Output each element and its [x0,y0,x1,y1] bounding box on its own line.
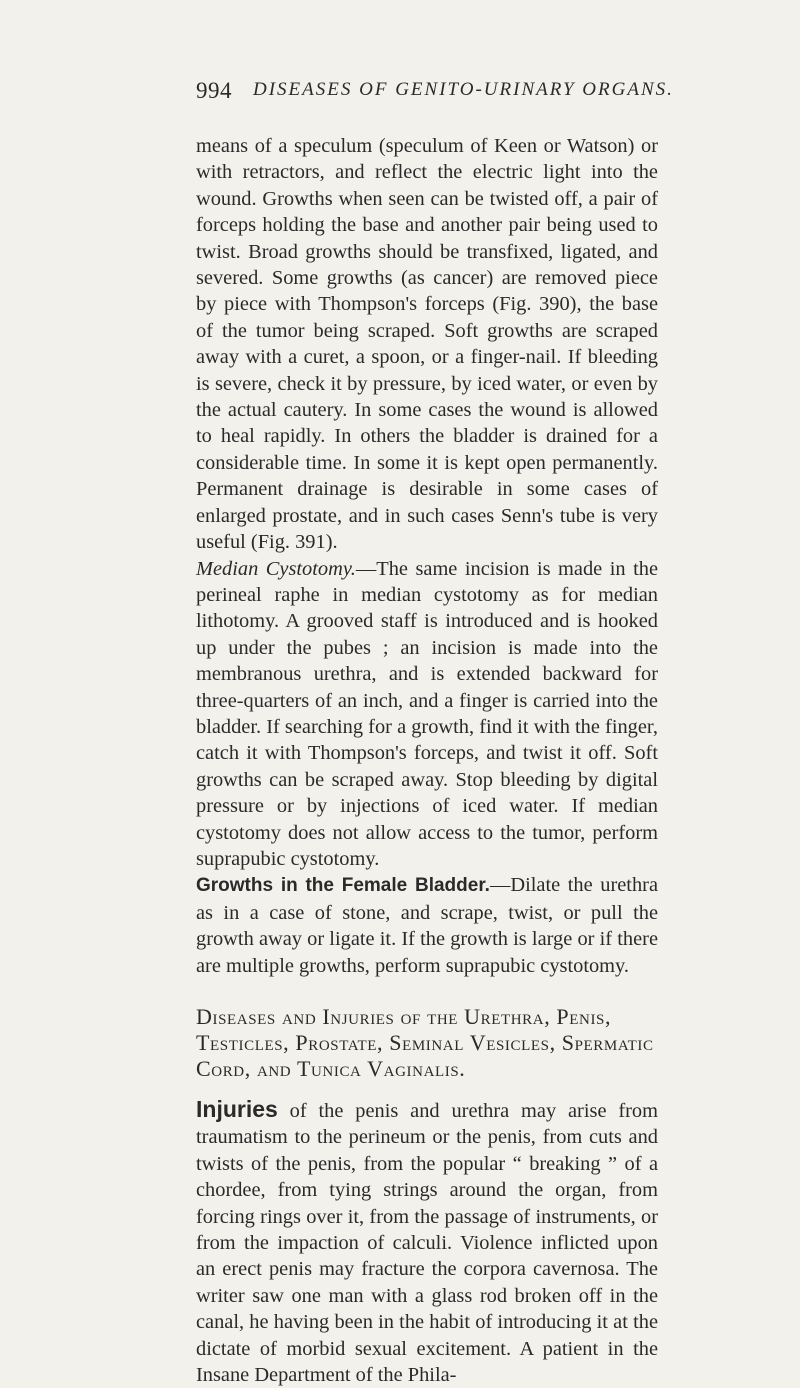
running-head: DISEASES OF GENITO-URINARY ORGANS. [253,79,674,100]
paragraph-female-bladder [196,872,658,979]
page-header [196,78,674,114]
injuries-text: of the penis and urethra may arise from traumatism to the perineum or the penis, from cuts and twists of the penis, from the popular “ breaking ” of a chordee, from tying strings around the organ, from forcing rings over it, from the passage of instruments, or from the impaction of calculi. Violence inflicted upon an erect penis may fracture the corpora cavernosa. The writer saw one man with a glass rod broken off in the canal, he having been in the habit of introducing it at the dictate of morbid sexual excitement. A patient in the Insane Department of the Phila- [196,1100,658,1387]
paragraph-median-cystotomy [196,556,658,873]
female-bladder-heading: Growths in the Female Bladder. [196,875,490,897]
median-cystotomy-heading: Median Cystotomy. [196,557,356,580]
female-bladder-text: —Dilate the urethra as in a case of stone, and scrape, twist, or pull the growth away or ligate it. If the growth is large or if there are multiple growths, perform suprapubic cystotomy. [196,874,658,977]
page-number: 994 [196,78,232,103]
section-heading: Diseases and Injuries of the Urethra, Penis, Testicles, Prostate, Seminal Vesicles, Spermatic Cord, and Tunica Vaginalis. [196,1004,654,1081]
injuries-lead-word: Injuries [196,1096,278,1122]
paragraph-injuries [196,1096,658,1388]
paragraph-continuation: means of a speculum (speculum of Keen or Watson) or with retractors, and reflect the electric light into the wound. Growths when seen can be twisted off, a pair of forceps holding the base and another pair being used to twist. Broad growths should be transfixed, ligated, and severed. Some growths (as cancer) are removed piece by piece with Thompson's forceps (Fig. 390), the base of the tumor being scraped. Soft growths are scraped away with a curet, a spoon, or a finger-nail. If bleeding is severe, check it by pressure, by iced water, or even by the actual cautery. In some cases the wound is allowed to heal rapidly. In others the bladder is drained for a considerable time. In some it is kept open permanently. Permanent drainage is desirable in some cases of enlarged prostate, and in such cases Senn's tube is very useful (Fig. 391). [196,135,658,554]
median-cystotomy-text: —The same incision is made in the perineal raphe in median cystotomy as for median lithotomy. A grooved staff is introduced and is hooked up under the pubes ; an incision is made into the membranous urethra, and is extended backward for three-quarters of an inch, and a finger is carried into the bladder. If searching for a growth, find it with the finger, catch it with Thompson's forceps, and twist it off. Soft growths can be scraped away. Stop bleeding by digital pressure or by injections of iced water. If median cystotomy does not allow access to the tumor, perform suprapubic cystotomy. [196,557,658,870]
body-text [196,133,658,1388]
